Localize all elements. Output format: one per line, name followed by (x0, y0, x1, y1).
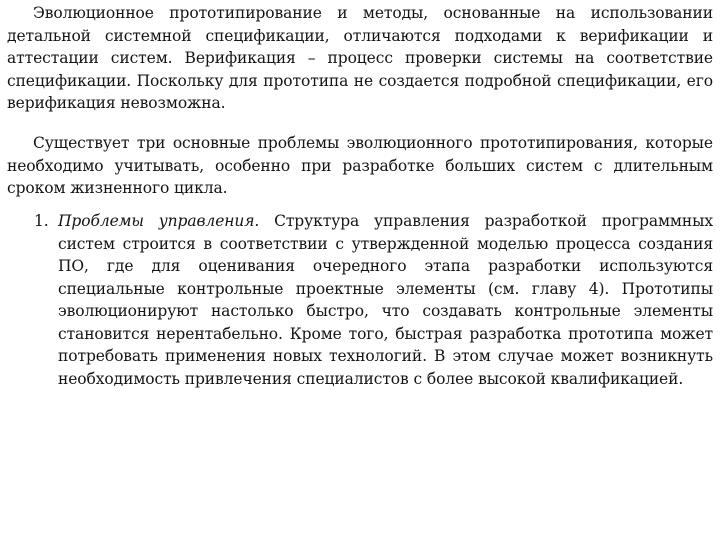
problems-list (7, 210, 713, 390)
paragraph-three-problems: Существует три основные проблемы эволюционного прототипирования, которые необходимо учитывать, особенно при разработке больших систем с длительным сроком жизненного цикла. (7, 134, 713, 197)
list-item-text: Структура управления разработкой программных систем строится в соответствии с утвержденной моделью процесса создания ПО, где для оценивания очередного этапа разработки используются специальные контрольные проектные элементы (см. главу 4). Прототипы эволюционируют настолько быстро, что создавать контрольные элементы становится нерентабельно. Кроме того, быстрая разработка прототипа может потребовать применения новых технологий. В этом случае может возникнуть необходимость привлечения специалистов с более высокой квалификацией. (58, 212, 713, 388)
paragraph-verification: Эволюционное прототипирование и методы, основанные на использовании детальной системной спецификации, отличаются подходами к верификации и аттестации систем. Верификация – процесс проверки системы на соответствие спецификации. Поскольку для прототипа не создается подробной спецификации, его верификация невозможна. (7, 4, 713, 112)
list-item-number: 1. (34, 212, 49, 230)
list-item-title: Проблемы управления. (58, 212, 275, 230)
list-item-management-problems (7, 210, 713, 390)
